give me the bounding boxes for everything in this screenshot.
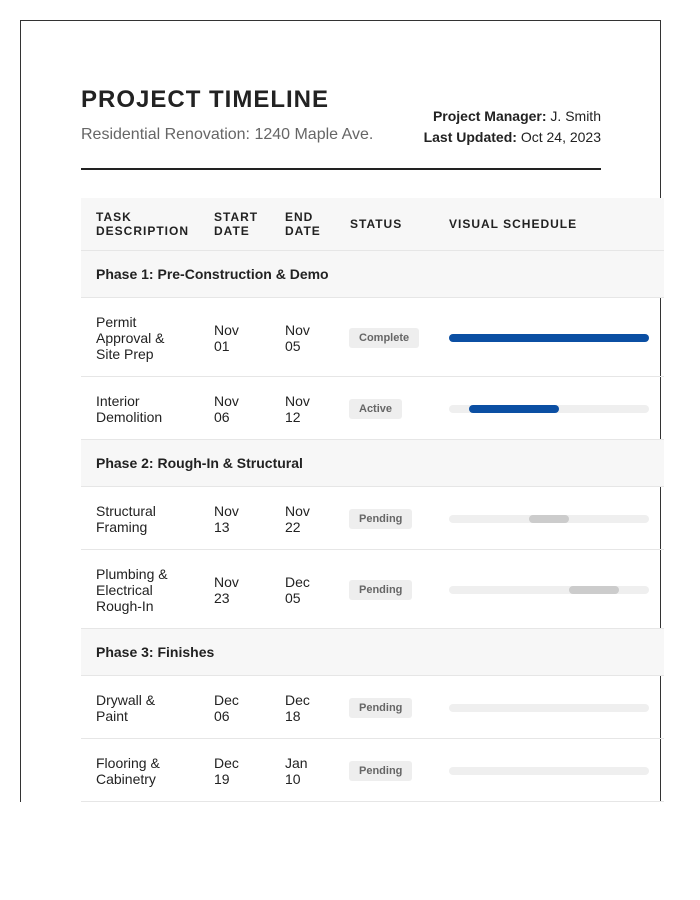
schedule-track bbox=[449, 704, 649, 712]
status-badge: Pending bbox=[349, 509, 412, 529]
document-page bbox=[20, 20, 661, 802]
task-description: Plumbing & Electrical Rough-In bbox=[96, 565, 168, 614]
task-description: Permit Approval & Site Prep bbox=[96, 313, 165, 362]
table-row bbox=[81, 739, 664, 802]
task-description: Flooring & Cabinetry bbox=[96, 754, 160, 787]
column-header-task: TASK DESCRIPTION bbox=[96, 210, 190, 238]
status-badge: Pending bbox=[349, 761, 412, 781]
schedule-track bbox=[449, 405, 649, 413]
phase-label: Phase 1: Pre-Construction & Demo bbox=[96, 266, 329, 282]
column-header-end: END DATE bbox=[285, 210, 321, 238]
column-header-start: START DATE bbox=[214, 210, 259, 238]
schedule-track bbox=[449, 334, 649, 342]
table-row bbox=[81, 487, 664, 550]
table-header-row bbox=[81, 198, 664, 251]
start-date: Nov 13 bbox=[214, 502, 239, 535]
schedule-track bbox=[449, 515, 649, 523]
table-row bbox=[81, 298, 664, 377]
phase-label: Phase 3: Finishes bbox=[96, 644, 215, 660]
schedule-bar bbox=[469, 405, 559, 413]
project-manager-value: J. Smith bbox=[550, 108, 601, 124]
schedule-bar bbox=[569, 586, 619, 594]
status-badge: Pending bbox=[349, 580, 412, 600]
project-subtitle: Residential Renovation: 1240 Maple Ave. bbox=[81, 126, 374, 143]
phase-label: Phase 2: Rough-In & Structural bbox=[96, 455, 303, 471]
page-title: PROJECT TIMELINE bbox=[81, 86, 330, 113]
schedule-bar bbox=[449, 334, 649, 342]
column-header-status: STATUS bbox=[350, 217, 403, 231]
status-badge: Pending bbox=[349, 698, 412, 718]
task-description: Interior Demolition bbox=[96, 392, 163, 425]
end-date: Nov 05 bbox=[285, 321, 310, 354]
column-header-schedule: VISUAL SCHEDULE bbox=[449, 217, 578, 231]
start-date: Dec 06 bbox=[214, 691, 239, 724]
start-date: Dec 19 bbox=[214, 754, 239, 787]
table-body bbox=[81, 251, 664, 802]
schedule-track bbox=[449, 586, 649, 594]
phase-row bbox=[81, 629, 664, 676]
last-updated-line bbox=[424, 127, 601, 148]
project-manager-line bbox=[424, 106, 601, 127]
project-meta bbox=[424, 106, 601, 148]
document-header bbox=[81, 86, 601, 170]
end-date: Dec 05 bbox=[285, 573, 310, 606]
schedule-track bbox=[449, 767, 649, 775]
start-date: Nov 06 bbox=[214, 392, 239, 425]
end-date: Dec 18 bbox=[285, 691, 310, 724]
end-date: Jan 10 bbox=[285, 754, 308, 787]
project-manager-label: Project Manager: bbox=[432, 108, 547, 124]
last-updated-value: Oct 24, 2023 bbox=[520, 129, 601, 145]
status-badge: Complete bbox=[349, 328, 419, 348]
phase-row bbox=[81, 251, 664, 298]
start-date: Nov 23 bbox=[214, 573, 239, 606]
timeline-table bbox=[81, 198, 664, 802]
phase-row bbox=[81, 440, 664, 487]
schedule-bar bbox=[529, 515, 569, 523]
table-row bbox=[81, 676, 664, 739]
table-row bbox=[81, 550, 664, 629]
table-row bbox=[81, 377, 664, 440]
end-date: Nov 12 bbox=[285, 392, 310, 425]
task-description: Structural Framing bbox=[96, 502, 156, 535]
task-description: Drywall & Paint bbox=[96, 691, 156, 724]
start-date: Nov 01 bbox=[214, 321, 239, 354]
status-badge: Active bbox=[349, 399, 402, 419]
last-updated-label: Last Updated: bbox=[423, 129, 517, 145]
end-date: Nov 22 bbox=[285, 502, 310, 535]
